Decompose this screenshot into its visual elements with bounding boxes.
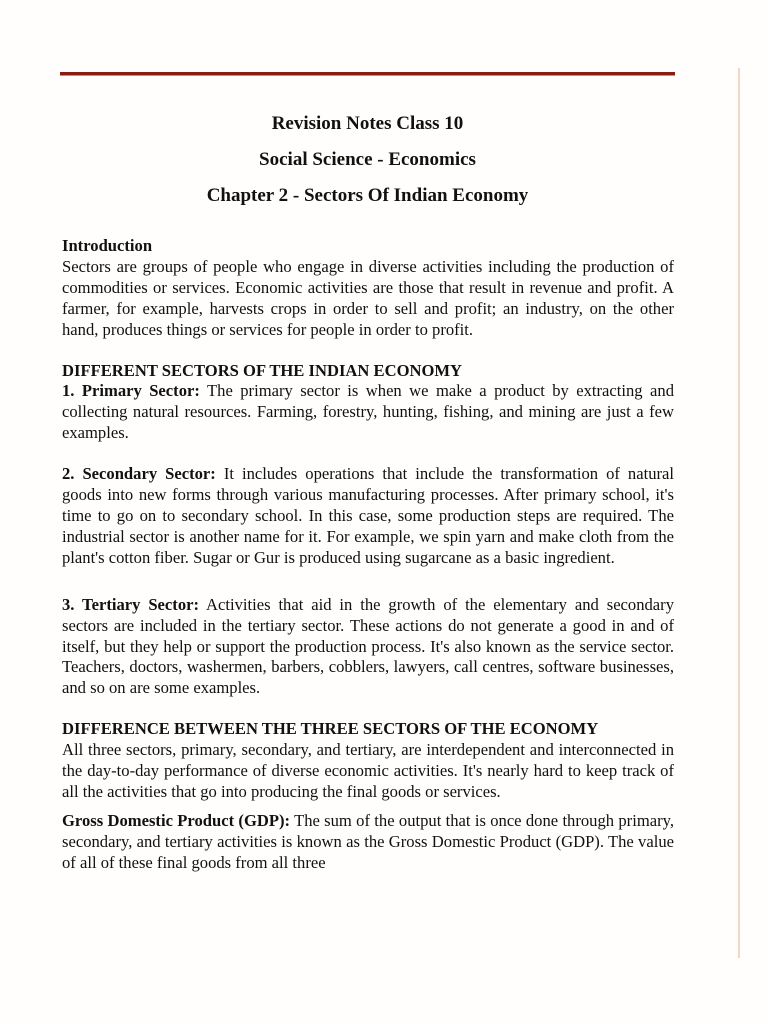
margin-line <box>738 68 740 958</box>
secondary-sector-text: It includes operations that include the transformation of natural goods into new forms through various manufacturing processes. After primary school, it's time to go on to secondary school. In this case, some production steps are required. The industrial sector is another name for it. For example, we spin yarn and make cloth from the plant's cotton fiber. Sugar or Gur is produced using sugarcane as a basic ingredient. <box>62 464 675 567</box>
difference-heading: DIFFERENCE BETWEEN THE THREE SECTORS OF THE ECONOMY <box>62 719 599 739</box>
primary-sector-text: The primary sector is when we make a product by extracting and collecting natural resources. Farming, forestry, hunting, fishing, and mining are just a few examples. <box>62 381 674 443</box>
primary-sector-label: 1. Primary Sector: <box>62 381 200 401</box>
tertiary-sector-paragraph <box>62 595 674 700</box>
intro-paragraph: Sectors are groups of people who engage in diverse activities including the production of commodities or services. Economic activities are those that result in revenue and profit. A farmer, for example, harvests crops in order to sell and profit; an industry, on the other hand, produces things or services for people in order to profit. <box>62 256 674 339</box>
title-line-3: Chapter 2 - Sectors Of Indian Economy <box>206 185 529 206</box>
title-block <box>60 106 675 214</box>
gdp-label: Gross Domestic Product (GDP): <box>62 810 291 830</box>
gdp-paragraph <box>62 811 674 874</box>
tertiary-sector-text: Activities that aid in the growth of the elementary and secondary sectors are included in the tertiary sector. These actions do not generate a good in and of itself, but they help or support the production process. It's also known as the service sector. Teachers, doctors, washermen, barbers, cobblers, lawyers, call centres, software businesses, and so on are some examples. <box>62 594 674 698</box>
secondary-sector-paragraph <box>62 464 674 569</box>
document-body <box>62 236 674 874</box>
header-rule <box>60 72 675 76</box>
gdp-text: The sum of the output that is once done through primary, secondary, and tertiary activities is known as the Gross Domestic Product (GDP). The value of all of these final goods from all three <box>62 810 674 872</box>
primary-sector-paragraph <box>62 381 674 444</box>
sectors-heading: DIFFERENT SECTORS OF THE INDIAN ECONOMY <box>62 360 463 380</box>
secondary-sector-label: 2. Secondary Sector: <box>62 464 216 484</box>
title-line-1: Revision Notes Class 10 <box>271 113 464 134</box>
tertiary-sector-label: 3. Tertiary Sector: <box>62 594 200 614</box>
title-line-2: Social Science - Economics <box>259 149 476 170</box>
intro-heading: Introduction <box>62 236 153 255</box>
difference-paragraph: All three sectors, primary, secondary, and tertiary, are interdependent and interconnected in the day-to-day performance of diverse economic activities. It's nearly hard to keep track of all the activities that go into producing the final goods or services. <box>62 740 674 801</box>
